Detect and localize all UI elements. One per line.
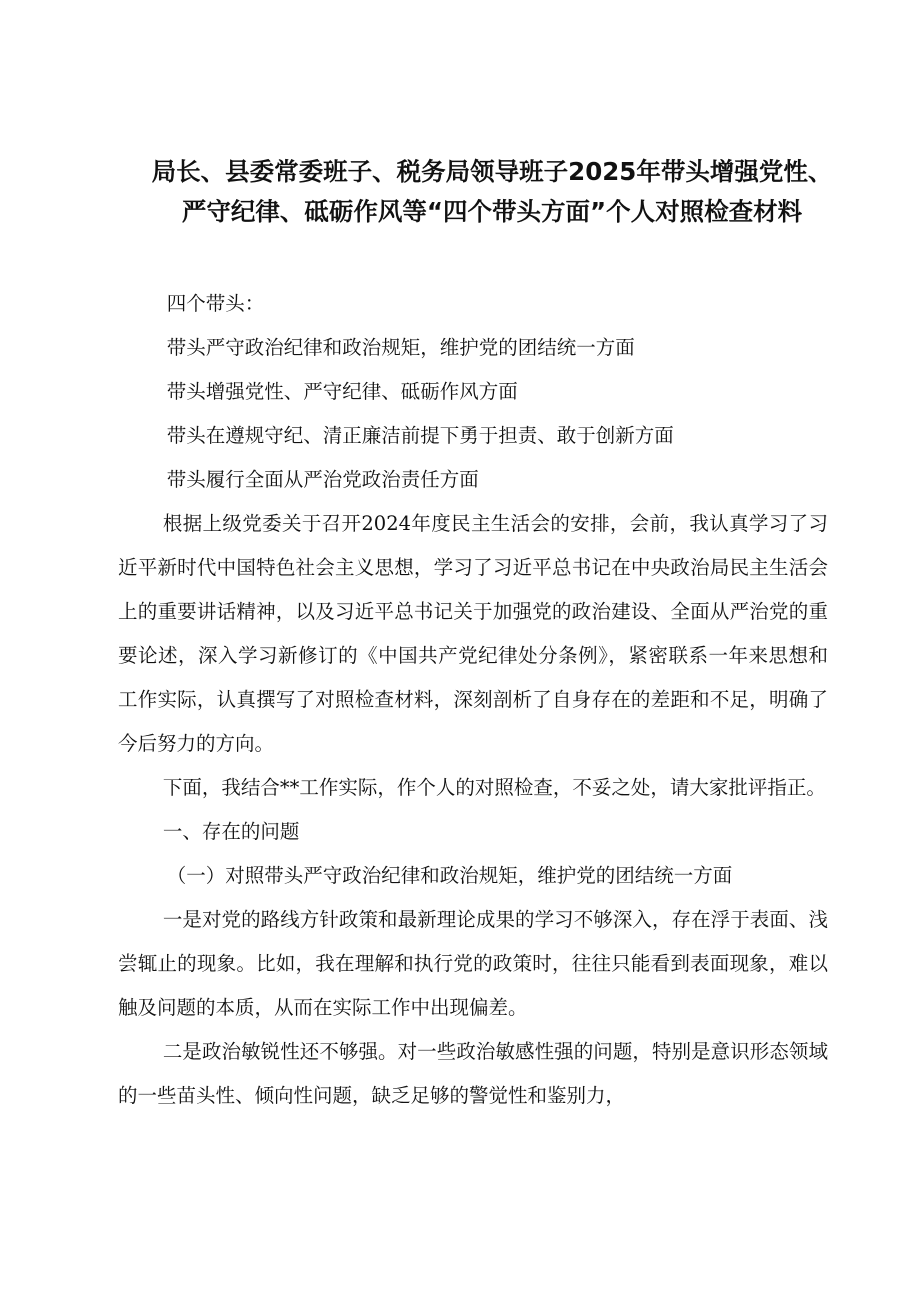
list-item: 带头严守政治纪律和政治规矩，维护党的团结统一方面	[166, 336, 635, 359]
list-item: 带头在遵规守纪、清正廉洁前提下勇于担责、敢于创新方面	[166, 424, 674, 447]
section-heading: 一、存在的问题	[162, 820, 300, 843]
paragraph: 根据上级党委关于召开2024年度民主生活会的安排，会前，我认真学习了习近平新时代中国特色社会主义思想，学习了习近平总书记在中央政治局民主生活会上的重要讲话精神，以及习近平总书记关于加强党的政治建设、全面从严治党的重要论述，深入学习新修订的《中国共产党纪律处分条例》，紧密联系一年来思想和工作实际，认真撰写了对照检查材料，深刻剖析了自身存在的差距和不足，明确了今后努力的方向。	[118, 512, 828, 755]
paragraph: 下面，我结合**工作实际，作个人的对照检查，不妥之处，请大家批评指正。	[162, 776, 826, 799]
document-title: 局长、县委常委班子、税务局领导班子2025年带头增强党性、严守纪律、砥砺作风等“四个带头方面”个人对照检查材料	[151, 157, 833, 226]
paragraph: 一是对党的路线方针政策和最新理论成果的学习不够深入，存在浮于表面、浅尝辄止的现象。比如，我在理解和执行党的政策时，往往只能看到表面现象，难以触及问题的本质，从而在实际工作中出现偏差。	[118, 908, 828, 1019]
list-item: 带头履行全面从严治党政治责任方面	[166, 468, 479, 491]
list-item: 带头增强党性、严守纪律、砥砺作风方面	[166, 380, 518, 403]
document-body	[118, 282, 828, 1118]
subsection-heading: （一）对照带头严守政治纪律和政治规矩，维护党的团结统一方面	[166, 864, 733, 887]
paragraph: 二是政治敏锐性还不够强。对一些政治敏感性强的问题，特别是意识形态领域的一些苗头性、倾向性问题，缺乏足够的警觉性和鉴别力，	[118, 1040, 828, 1107]
intro-label: 四个带头：	[166, 292, 265, 315]
